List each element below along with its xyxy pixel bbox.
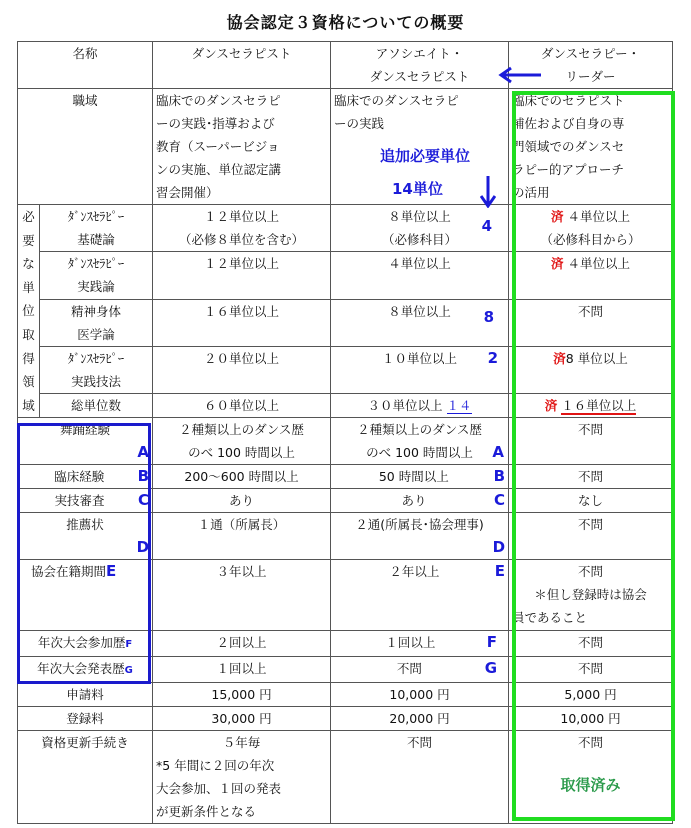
req-col1-line: あり xyxy=(229,493,255,509)
req-row-clinical xyxy=(18,465,673,489)
unit-col1 xyxy=(153,205,331,252)
vertical-char: 域 xyxy=(22,397,35,413)
fee-value: 5,000 円 xyxy=(564,687,617,703)
req-col2-line: のべ 100 時間以上 xyxy=(366,445,473,461)
shokuiki-label-text: 職域 xyxy=(72,93,98,108)
req-label-text: 舞踊経験 xyxy=(60,422,111,438)
req-col1-line: ３年以上 xyxy=(216,564,267,580)
qualification-table xyxy=(17,41,673,824)
unit-col3-line: ４単位以上 xyxy=(567,209,631,224)
additional-units-count: 14単位 xyxy=(392,180,443,198)
unit-name-line: 実践論 xyxy=(77,279,115,295)
req-col1-line: のべ 100 時間以上 xyxy=(188,445,295,461)
renewal-label-text: 資格更新手続き xyxy=(41,735,129,751)
unit-col1-line: ６０単位以上 xyxy=(204,398,280,414)
header-row xyxy=(18,42,673,89)
unit-col3-line: （必修科目から） xyxy=(540,232,641,247)
unit-row-psychosomatic xyxy=(18,299,673,346)
req-label-text: 年次大会参加歴 xyxy=(37,635,126,651)
shokuiki-col1-line: ーの実践･指導および xyxy=(156,116,275,131)
req-col3 xyxy=(509,418,673,465)
unit-col2 xyxy=(331,252,509,299)
renewal-col1-line: 大会参加、１回の発表 xyxy=(156,781,282,797)
req-col3-line: ＊但し登録時は協会 xyxy=(534,587,647,603)
fee-col3 xyxy=(509,683,673,707)
unit-name-line: 精神身体 xyxy=(71,303,122,319)
renewal-col1-line: ５年毎 xyxy=(222,735,261,751)
req-label-text: 協会在籍期間 xyxy=(31,564,107,580)
shokuiki-col1-line: ンの実施、単位認定講 xyxy=(156,162,282,177)
renewal-row xyxy=(18,731,673,824)
done-mark: 済 xyxy=(551,256,564,272)
unit-col1 xyxy=(153,299,331,346)
unit-col1 xyxy=(153,252,331,299)
unit-col3 xyxy=(509,299,673,346)
req-col3-line: 不問 xyxy=(578,661,604,677)
unit-name-line: 実践技法 xyxy=(71,373,122,389)
req-col1 xyxy=(153,657,331,683)
renewal-label xyxy=(18,731,153,824)
fee-label xyxy=(18,683,153,707)
renewal-col3 xyxy=(509,731,673,824)
req-mark: C xyxy=(138,491,150,510)
req-col1-line: ２種類以上のダンス歴 xyxy=(179,422,304,438)
req-label xyxy=(18,513,153,560)
req-col3-line: 不問 xyxy=(578,469,604,485)
req-row-recommendation xyxy=(18,513,673,560)
vertical-char: 要 xyxy=(22,232,35,248)
req-col2 xyxy=(331,560,509,631)
header-name-text: 名称 xyxy=(72,46,98,61)
shokuiki-label xyxy=(18,89,153,205)
req-row-conference-present xyxy=(18,657,673,683)
header-col3-line2: リーダー xyxy=(565,69,616,84)
done-mark: 済 xyxy=(551,209,564,224)
header-name xyxy=(18,42,153,89)
page-title: 協会認定３資格についての概要 xyxy=(226,13,465,32)
req-col3 xyxy=(509,631,673,657)
unit-col2-line: ８単位以上 xyxy=(388,303,451,319)
req-col2 xyxy=(331,513,509,560)
req-col3-line: 不問 xyxy=(578,422,604,438)
unit-row-technique xyxy=(18,346,673,393)
req-row-audition xyxy=(18,489,673,513)
req-row-membership xyxy=(18,560,673,631)
req-col3 xyxy=(509,513,673,560)
unit-name xyxy=(40,394,153,418)
unit-col1-line: ２０単位以上 xyxy=(204,350,280,366)
unit-col2-line: ８単位以上 xyxy=(388,209,451,224)
unit-col3-line: １６単位以上 xyxy=(561,398,637,414)
req-mark: F xyxy=(125,639,133,651)
unit-name-line: ﾀﾞﾝｽｾﾗﾋﾟｰ xyxy=(67,209,125,224)
fee-value: 15,000 円 xyxy=(211,687,272,703)
unit-name xyxy=(40,299,153,346)
fee-row-registration xyxy=(18,707,673,731)
header-col3-line1: ダンスセラピー・ xyxy=(540,46,641,61)
req-col1-line: ２回以上 xyxy=(216,635,267,651)
added-units-note: 2 xyxy=(487,348,499,367)
unit-name xyxy=(40,346,153,393)
req-mark: C xyxy=(494,491,506,510)
req-col1 xyxy=(153,513,331,560)
req-label-text: 推薦状 xyxy=(66,517,104,533)
shokuiki-col1-line: 習会開催） xyxy=(156,185,219,200)
shokuiki-col1 xyxy=(153,89,331,205)
fee-col2 xyxy=(331,683,509,707)
renewal-col2 xyxy=(331,731,509,824)
done-mark: 済 xyxy=(553,350,566,366)
additional-units-label: 追加必要単位 xyxy=(380,147,471,165)
req-col1 xyxy=(153,631,331,657)
arrow-left-icon xyxy=(497,66,541,84)
req-mark: E xyxy=(106,562,117,581)
header-col1-text: ダンスセラピスト xyxy=(191,46,292,61)
done-mark: 済 xyxy=(544,398,558,414)
unit-col3 xyxy=(509,394,673,418)
arrow-down-icon xyxy=(480,176,496,208)
req-col3 xyxy=(509,489,673,513)
shokuiki-col1-line: 教育（スーパービジョ xyxy=(156,139,280,154)
unit-name-line: ﾀﾞﾝｽｾﾗﾋﾟｰ xyxy=(67,350,125,366)
header-col1 xyxy=(153,42,331,89)
req-mark: A xyxy=(137,443,150,462)
unit-name-line: 基礎論 xyxy=(77,232,115,247)
fee-label xyxy=(18,707,153,731)
header-col2 xyxy=(331,42,509,89)
unit-row-practice xyxy=(18,252,673,299)
req-col2-line: 50 時間以上 xyxy=(378,469,449,485)
added-units-note: 8 xyxy=(483,307,495,326)
shokuiki-col2-line: 臨床でのダンスセラピ xyxy=(334,93,459,108)
unit-col2 xyxy=(331,394,509,418)
req-label-text: 年次大会発表歴 xyxy=(37,661,125,677)
req-col2-line: 不問 xyxy=(396,661,422,677)
shokuiki-col3-line: ラピー的アプローチ xyxy=(512,162,625,177)
req-col3-line: 員であること xyxy=(512,610,588,626)
unit-col1-line: １２単位以上 xyxy=(204,256,280,272)
req-mark: B xyxy=(137,467,150,486)
req-mark: F xyxy=(486,633,498,652)
req-col2-line: ２年以上 xyxy=(389,564,440,580)
header-col2-line2: ダンスセラピスト xyxy=(369,69,470,84)
header-col2-line1: アソシエイト・ xyxy=(375,46,464,61)
unit-col3 xyxy=(509,205,673,252)
renewal-col1-line: *5 年間に２回の年次 xyxy=(156,758,275,774)
req-col1 xyxy=(153,560,331,631)
vertical-char: 位 xyxy=(22,303,35,319)
unit-col2-line: ４単位以上 xyxy=(388,256,451,272)
unit-col1-line: （必修８単位を含む） xyxy=(179,232,305,247)
req-col3-line: 不問 xyxy=(578,517,604,533)
unit-col3-line: ４単位以上 xyxy=(567,256,631,272)
shokuiki-row xyxy=(18,89,673,205)
vertical-char: 必 xyxy=(22,209,35,224)
vertical-char: な xyxy=(22,256,35,272)
renewal-col1-line: が更新条件となる xyxy=(156,804,257,820)
vertical-char: 得 xyxy=(22,350,35,366)
req-col1 xyxy=(153,489,331,513)
req-row-conference-attend xyxy=(18,631,673,657)
req-col2 xyxy=(331,465,509,489)
fee-value: 20,000 円 xyxy=(389,711,450,727)
fee-col1 xyxy=(153,683,331,707)
unit-col2-line: （必修科目） xyxy=(382,232,458,247)
req-col2-line: ２種類以上のダンス歴 xyxy=(357,422,482,438)
unit-col1 xyxy=(153,346,331,393)
unit-col3-line: 8 単位以上 xyxy=(565,350,628,366)
unit-col1-line: １６単位以上 xyxy=(204,303,280,319)
req-col1 xyxy=(153,418,331,465)
req-col2 xyxy=(331,657,509,683)
fee-col1 xyxy=(153,707,331,731)
req-col2 xyxy=(331,418,509,465)
fee-col2 xyxy=(331,707,509,731)
req-mark: G xyxy=(124,665,133,677)
req-col3-line: 不問 xyxy=(578,635,604,651)
fee-col3 xyxy=(509,707,673,731)
unit-col2-line: １０単位以上 xyxy=(382,350,458,366)
acquired-label: 取得済み xyxy=(560,776,621,795)
unit-name xyxy=(40,252,153,299)
req-label xyxy=(18,489,153,513)
unit-col1-line: １２単位以上 xyxy=(204,209,280,224)
req-label xyxy=(18,657,153,683)
shokuiki-col2-line: ーの実践 xyxy=(334,116,385,131)
req-mark: E xyxy=(494,562,506,581)
shokuiki-col3-line: の活用 xyxy=(512,185,550,200)
shokuiki-col3-line: 臨床でのセラピスト xyxy=(512,93,625,108)
unit-col2-line: ３０単位以上 xyxy=(367,398,443,414)
unit-col2 xyxy=(331,346,509,393)
req-label xyxy=(18,631,153,657)
req-label-text: 臨床経験 xyxy=(54,469,105,485)
req-col1-line: 200～600 時間以上 xyxy=(184,469,299,485)
unit-name-line: 総単位数 xyxy=(71,398,122,414)
renewal-value: 不問 xyxy=(578,735,604,751)
req-label xyxy=(18,465,153,489)
req-col3-line: なし xyxy=(578,493,604,509)
added-units-total: １４ xyxy=(446,398,472,414)
req-col2 xyxy=(331,631,509,657)
vertical-label xyxy=(18,205,40,418)
renewal-col1 xyxy=(153,731,331,824)
req-mark: B xyxy=(493,467,506,486)
fee-value: 30,000 円 xyxy=(211,711,272,727)
shokuiki-col1-line: 臨床でのダンスセラピ xyxy=(156,93,281,108)
req-col1-line: １通（所属長） xyxy=(197,517,286,533)
shokuiki-col3-line: 門領域でのダンスセ xyxy=(512,139,625,154)
req-col3 xyxy=(509,560,673,631)
renewal-value: 不問 xyxy=(407,735,433,751)
req-col3-line: 不問 xyxy=(578,564,604,580)
fee-row-application xyxy=(18,683,673,707)
req-col2-line: ２通(所属長･協会理事) xyxy=(355,517,484,533)
req-mark: D xyxy=(136,538,150,557)
unit-name-line: 医学論 xyxy=(77,326,115,342)
unit-name-line: ﾀﾞﾝｽｾﾗﾋﾟｰ xyxy=(67,256,125,272)
req-mark: G xyxy=(484,659,498,678)
unit-name xyxy=(40,205,153,252)
req-col1 xyxy=(153,465,331,489)
req-mark: D xyxy=(492,538,506,557)
unit-col3 xyxy=(509,346,673,393)
req-label-text: 実技審査 xyxy=(54,493,105,509)
shokuiki-col3 xyxy=(509,89,673,205)
fee-label-text: 申請料 xyxy=(66,687,104,703)
added-units-note: 4 xyxy=(481,217,493,235)
req-label xyxy=(18,418,153,465)
fee-value: 10,000 円 xyxy=(560,711,621,727)
vertical-char: 領 xyxy=(22,374,35,390)
req-col3 xyxy=(509,657,673,683)
req-label xyxy=(18,560,153,631)
vertical-char: 単 xyxy=(22,279,35,295)
unit-row-basics xyxy=(18,205,673,252)
unit-col1 xyxy=(153,394,331,418)
req-col2-line: あり xyxy=(401,493,427,509)
unit-col3 xyxy=(509,252,673,299)
fee-value: 10,000 円 xyxy=(389,687,450,703)
vertical-char: 取 xyxy=(22,326,35,342)
req-mark: A xyxy=(492,443,505,462)
req-col2-line: １回以上 xyxy=(385,635,436,651)
unit-col2 xyxy=(331,205,509,252)
req-col2 xyxy=(331,489,509,513)
unit-row-total xyxy=(18,394,673,418)
shokuiki-col3-line: 補佐および自身の専 xyxy=(512,116,625,131)
unit-col2 xyxy=(331,299,509,346)
req-row-dance xyxy=(18,418,673,465)
fee-label-text: 登録料 xyxy=(66,711,104,727)
req-col3 xyxy=(509,465,673,489)
unit-col3-line: 不問 xyxy=(578,303,604,319)
req-col1-line: １回以上 xyxy=(216,661,267,677)
